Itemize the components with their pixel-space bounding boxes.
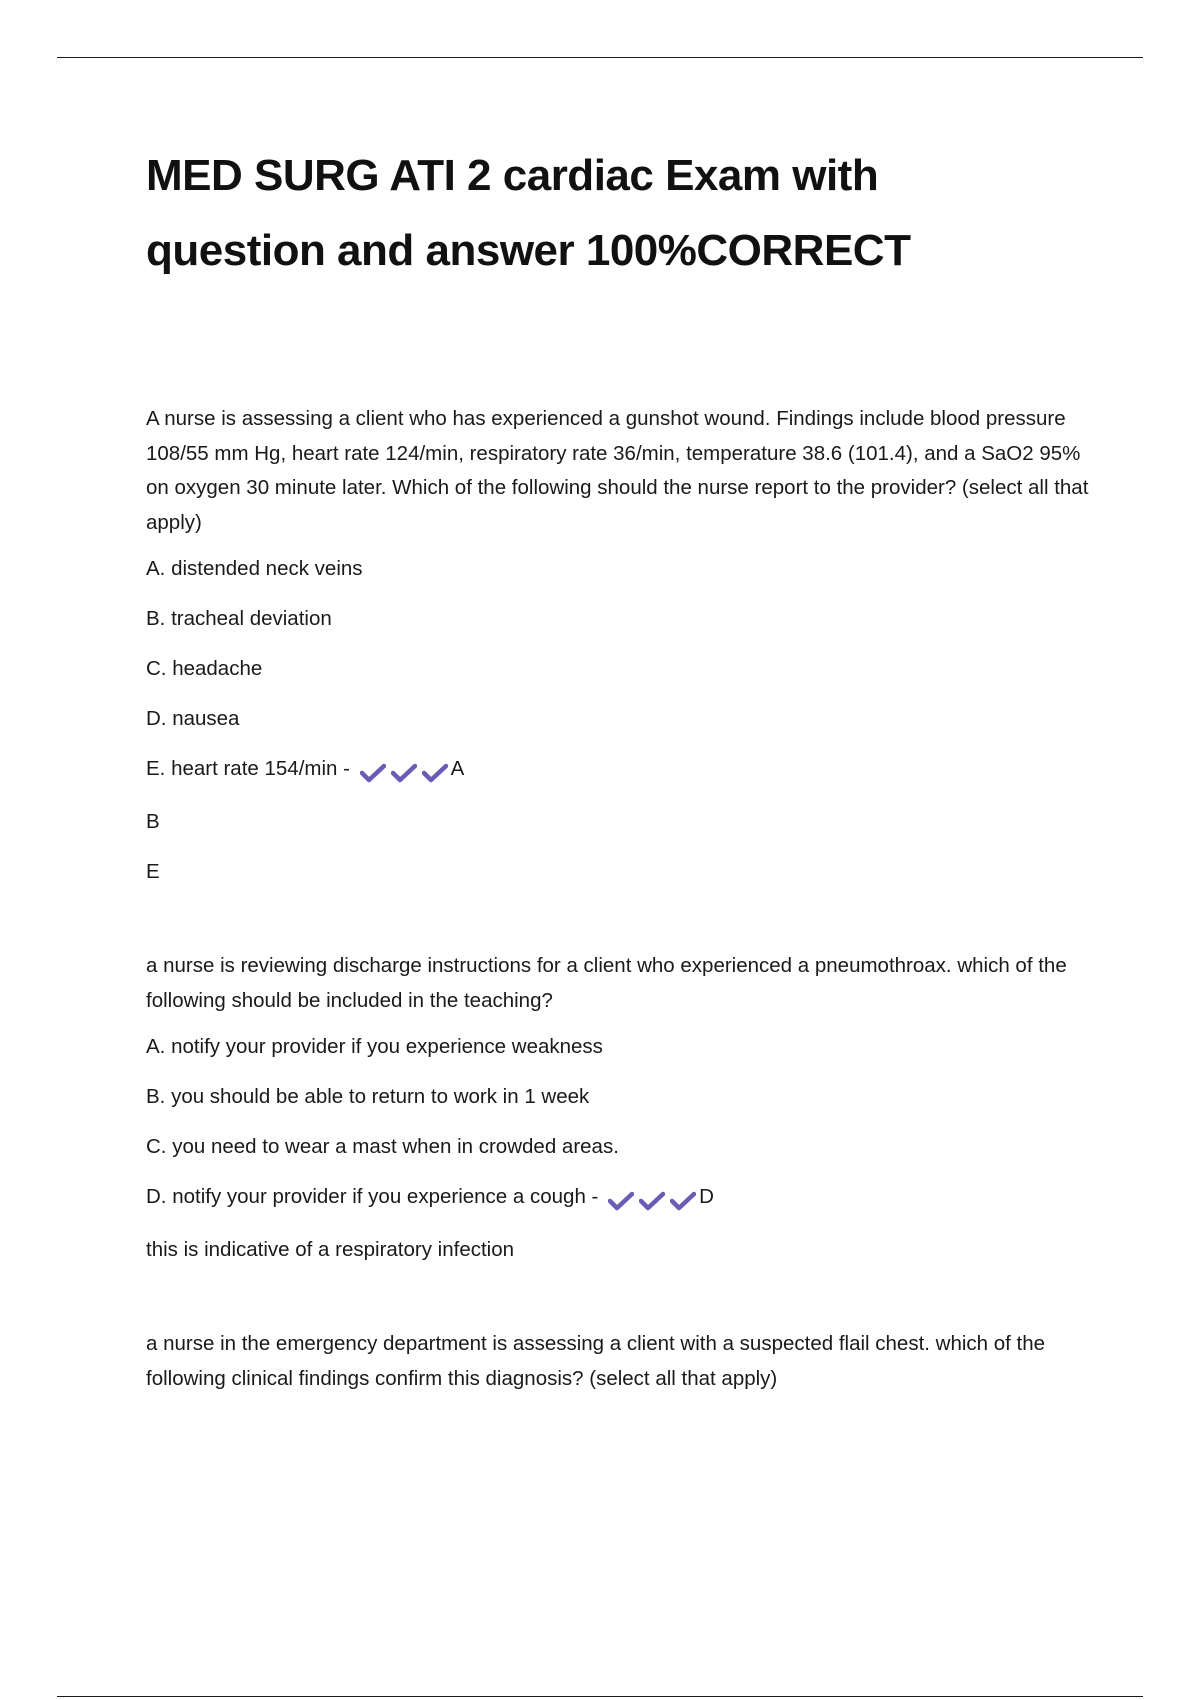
question-2-option-c: C. you need to wear a mast when in crowded areas. (146, 1135, 619, 1158)
document-title (146, 138, 1096, 288)
question-1-prompt: A nurse is assessing a client who has experienced a gunshot wound. Findings include blood pressure 108/55 mm Hg, heart rate 124/min, respiratory rate 36/min, temperature 38.6 (101.4), and a SaO2 95% on oxygen 30 minute later. Which of the following should the nurse report to the provider? (select all that apply) (146, 407, 1089, 534)
answer-checkmarks (608, 1185, 701, 1215)
title-line-2: question and answer 100%CORRECT (146, 226, 911, 275)
question-2-prompt: a nurse is reviewing discharge instructions for a client who experienced a pneumothroax. which of the following should be included in the teaching? (146, 954, 1067, 1012)
title-line-1: MED SURG ATI 2 cardiac Exam with (146, 151, 879, 200)
question-1-option-e (146, 754, 1096, 787)
question-2-answer-inline: D (699, 1185, 714, 1208)
question-2-answer-line-1: this is indicative of a respiratory infection (146, 1238, 515, 1261)
check-icon (391, 763, 417, 783)
document-body (146, 138, 1096, 1396)
question-1-answer-inline: A (450, 757, 465, 780)
question-2-option-d-text: D. notify your provider if you experience a cough - (146, 1185, 599, 1208)
top-rule (57, 57, 1143, 58)
question-2-option-b: B. you should be able to return to work in 1 week (146, 1085, 590, 1108)
question-1-option-a: A. distended neck veins (146, 557, 363, 580)
check-icon (639, 1191, 665, 1211)
question-2-option-a: A. notify your provider if you experience weakness (146, 1035, 603, 1058)
check-icon (670, 1191, 696, 1211)
bottom-rule (57, 1696, 1143, 1697)
question-3-prompt: a nurse in the emergency department is assessing a client with a suspected flail chest. which of the following clinical findings confirm this diagnosis? (select all that apply) (146, 1332, 1046, 1390)
question-2-option-d (146, 1182, 1096, 1215)
question-1-option-d: D. nausea (146, 707, 240, 730)
check-icon (360, 763, 386, 783)
question-1-option-b: B. tracheal deviation (146, 607, 332, 630)
question-1-answer-line-2: E (146, 860, 160, 883)
check-icon (608, 1191, 634, 1211)
question-1-option-e-text: E. heart rate 154/min - (146, 757, 350, 780)
answer-checkmarks (360, 757, 453, 787)
question-1-option-c: C. headache (146, 657, 263, 680)
question-1-answer-line-1: B (146, 810, 160, 833)
check-icon (422, 763, 448, 783)
